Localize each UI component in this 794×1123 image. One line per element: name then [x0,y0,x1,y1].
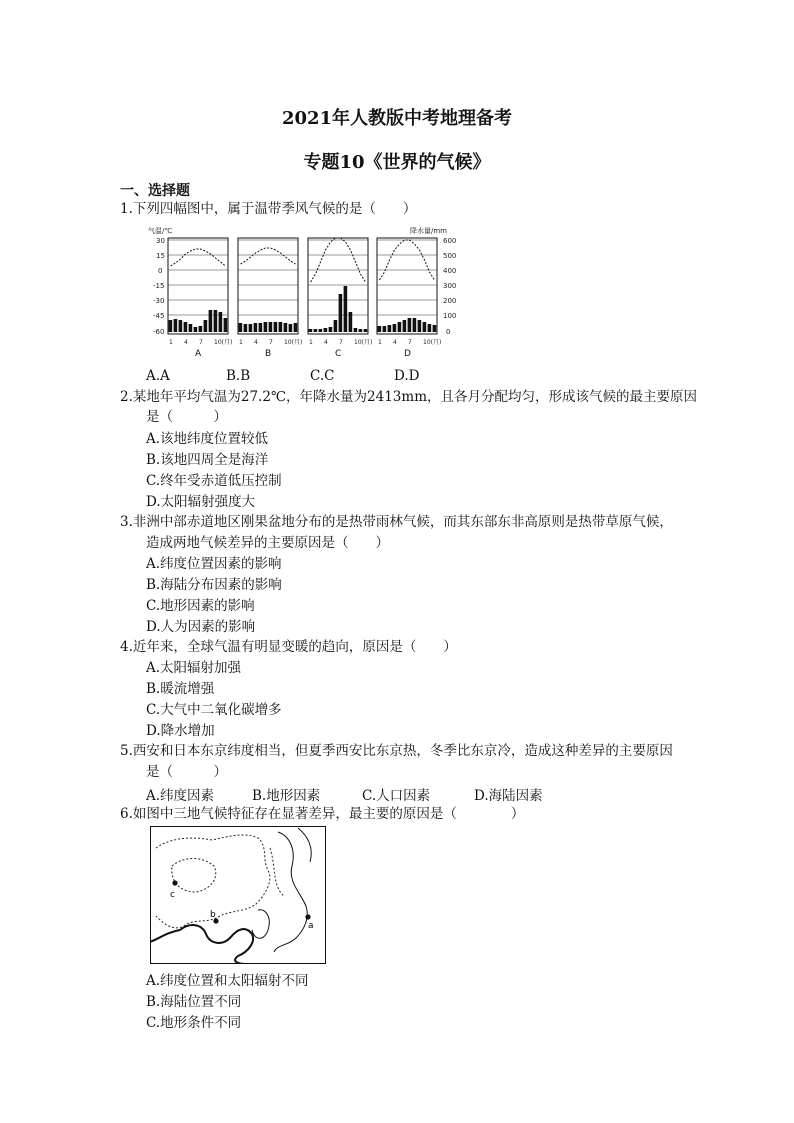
q5-option-d[interactable]: D.海陆因素 [474,788,543,804]
q5-option-b[interactable]: B.地形因素 [252,788,321,804]
precip-bar [174,319,178,332]
month-tick: 1 [169,339,173,346]
precip-bar [349,312,353,332]
month-tick: 4 [254,339,258,346]
month-tick: 7 [408,339,412,346]
question-2-cont: 是（ ） [146,409,227,425]
precip-bar [418,320,422,332]
q4-option-b[interactable]: B.暖流增强 [146,681,215,697]
precip-bar [354,328,358,332]
map-label-b: b [210,910,216,920]
precip-bar [413,318,417,332]
right-tick: 0 [446,328,451,336]
month-tick: 7 [269,339,273,346]
month-tick: 10(月) [354,339,373,346]
precip-bar [209,310,213,332]
precip-bar [428,324,432,332]
precip-bar [259,323,263,332]
q6-option-c[interactable]: C.地形条件不同 [146,1015,242,1031]
q2-option-c[interactable]: C.终年受赤道低压控制 [146,473,282,489]
month-tick: 7 [339,339,343,346]
page-subtitle: 专题10《世界的气候》 [303,152,491,173]
left-tick: -15 [153,282,165,290]
precip-bar [254,323,258,332]
precip-bar [359,329,363,332]
right-tick: 100 [443,312,457,320]
precip-bar [403,320,407,332]
precip-bar [274,322,278,332]
q3-option-c[interactable]: C.地形因素的影响 [146,598,255,614]
precip-bar [393,324,397,332]
point-a [305,914,310,919]
precip-bar [269,322,273,332]
q4-option-d[interactable]: D.降水增加 [146,723,215,739]
map-label-a: a [308,921,314,931]
precip-bar [408,318,412,332]
panel-frame [238,238,298,334]
precip-bar [289,324,293,332]
question-1: 1.下列四幅图中，属于温带季风气候的是（ ） [120,201,417,217]
precip-bar [433,325,437,332]
precip-bar [378,326,382,332]
month-tick: 4 [184,339,188,346]
left-tick: 15 [156,252,165,260]
section-title: 一、选择题 [120,183,190,199]
question-6: 6.如图中三地气候特征存在显著差异，最主要的原因是（ ） [120,806,525,822]
precip-bar [169,320,173,332]
question-4: 4.近年来，全球气温有明显变暖的趋向，原因是（ ） [120,639,457,655]
precip-bar [194,327,198,332]
right-tick: 500 [443,252,457,260]
precip-bar [364,329,368,332]
precip-bar [244,324,248,332]
q5-options [146,784,543,804]
precip-bar [239,323,243,332]
q3-option-a[interactable]: A.纬度位置因素的影响 [146,556,282,572]
precip-bar [383,326,387,332]
month-tick: 10(月) [423,339,442,346]
precip-bar [189,324,193,332]
option-a[interactable]: A.A [146,368,170,384]
q2-option-b[interactable]: B.该地四周全是海洋 [146,452,269,468]
precip-bar [179,320,183,332]
right-axis-label: 降水量/mm [410,227,447,235]
month-tick: 10(月) [214,339,233,346]
precip-bar [334,320,338,332]
left-tick: 30 [156,237,165,245]
precip-bar [339,294,343,332]
question-3-cont: 造成两地气候差异的主要原因是（ ） [146,535,389,551]
q2-option-a[interactable]: A.该地纬度位置较低 [146,431,269,447]
climate-chart-figure [148,222,468,360]
precip-bar [423,322,427,332]
precip-bar [264,322,268,332]
panel-frame [308,238,368,334]
q5-option-c[interactable]: C.人口因素 [362,788,431,804]
question-5: 5.西安和日本东京纬度相当，但夏季西安比东京热，冬季比东京冷，造成这种差异的主要原因 [120,743,673,759]
precip-bar [279,322,283,332]
left-tick: -60 [153,328,165,336]
precip-bar [294,323,298,332]
panel-label: B [265,349,272,359]
right-tick: 300 [443,282,457,290]
q4-option-c[interactable]: C.大气中二氧化碳增多 [146,702,282,718]
precip-bar [224,318,228,332]
left-tick: -45 [153,312,165,320]
precip-bar [214,310,218,332]
month-tick: 4 [393,339,397,346]
precip-bar [204,320,208,332]
precip-bar [284,323,288,332]
right-tick: 400 [443,267,457,275]
precip-bar [199,326,203,332]
page-title: 2021年人教版中考地理备考 [281,108,513,129]
month-tick: 1 [239,339,243,346]
precip-bar [184,322,188,332]
month-tick: 10(月) [284,339,303,346]
climate-panel [308,238,372,359]
right-tick: 600 [443,237,457,245]
precip-bar [398,322,402,332]
panel-label: A [195,349,202,359]
precip-bar [319,329,323,332]
climate-panel [377,238,441,359]
precip-bar [249,324,253,332]
panel-label: D [404,349,411,359]
q3-option-d[interactable]: D.人为因素的影响 [146,619,256,635]
left-tick: -30 [153,297,165,305]
region-map [150,826,326,964]
panel-label: C [335,349,342,359]
precip-bar [309,329,313,332]
q4-option-a[interactable]: A.太阳辐射加强 [146,660,242,676]
precip-bar [219,312,223,332]
climate-panel [168,238,232,359]
question-3: 3.非洲中部赤道地区刚果盆地分布的是热带雨林气候，而其东部东非高原则是热带草原气候， [120,514,673,530]
right-tick: 200 [443,297,457,305]
question-2: 2.某地年平均气温为27.2℃，年降水量为2413mm，且各月分配均匀，形成该气候的最主要原因 [120,389,697,405]
month-tick: 7 [199,339,203,346]
q1-options [146,368,419,384]
map-label-c: c [170,890,175,900]
q6-option-a[interactable]: A.纬度位置和太阳辐射不同 [146,973,309,989]
precip-bar [324,328,328,332]
precip-bar [344,286,348,332]
left-tick: 0 [158,267,163,275]
q2-option-d[interactable]: D.太阳辐射强度大 [146,494,256,510]
option-b[interactable]: B.B [226,368,251,384]
month-tick: 4 [324,339,328,346]
left-axis-label: 气温/℃ [148,227,173,235]
panel-frame [377,238,437,334]
q6-option-b[interactable]: B.海陆位置不同 [146,994,242,1010]
option-d[interactable]: D.D [394,368,420,384]
q3-option-b[interactable]: B.海陆分布因素的影响 [146,577,282,593]
climate-panel [238,238,302,359]
month-tick: 1 [309,339,313,346]
precip-bar [329,327,333,332]
chart-panels [168,238,441,359]
q5-option-a[interactable]: A.纬度因素 [146,788,215,804]
question-5-cont: 是（ ） [146,764,227,780]
point-c [172,880,177,885]
precip-bar [388,325,392,332]
month-tick: 1 [378,339,382,346]
option-c[interactable]: C.C [310,368,335,384]
precip-bar [314,329,318,332]
